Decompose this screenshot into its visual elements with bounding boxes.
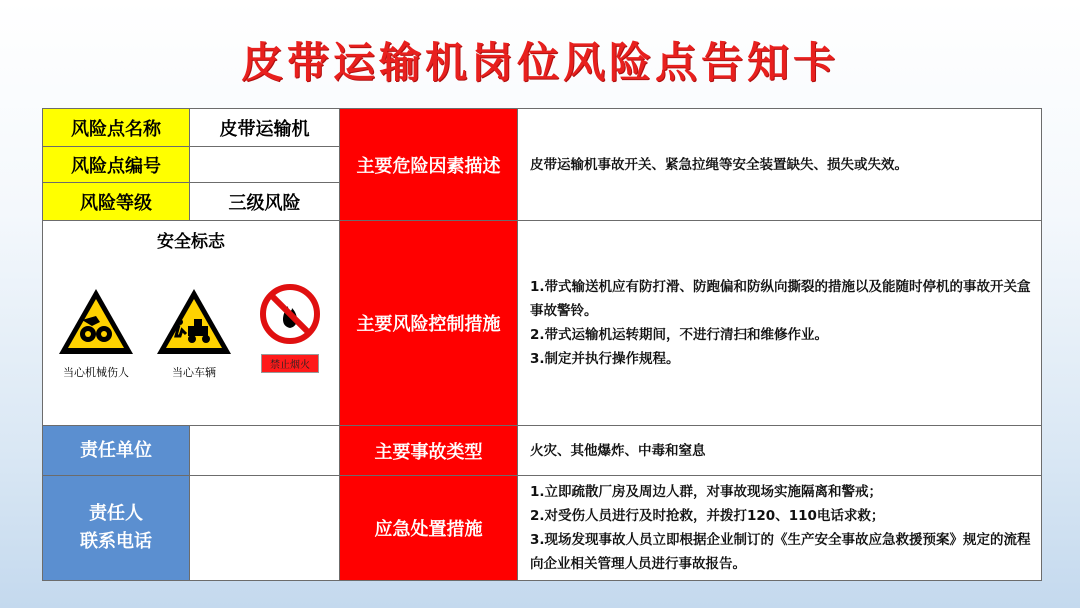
risk-name-value: 皮带运输机	[190, 109, 340, 147]
sign-machine-injury-caption: 当心机械伤人	[63, 366, 129, 379]
control-line: 2.带式运输机运转期间，不进行清扫和维修作业。	[530, 327, 829, 343]
contact-label	[43, 476, 190, 581]
sign-machine-injury	[51, 286, 141, 380]
risk-code-label: 风险点编号	[43, 147, 190, 183]
hazard-label: 主要危险因素描述	[340, 109, 518, 221]
sign-no-open-flame-caption: 禁止烟火	[261, 354, 319, 373]
emergency-label: 应急处置措施	[340, 476, 518, 581]
emergency-line: 3.现场发现事故人员立即根据企业制订的《生产安全事故应急救援预案》规定的流程向企业相关管理人员进行事故报告。	[530, 532, 1031, 572]
accident-type-label: 主要事故类型	[340, 426, 518, 476]
emergency-line: 2.对受伤人员进行及时抢救，并拨打120、110电话求救；	[530, 508, 885, 524]
contact-value	[190, 476, 340, 581]
risk-level-label: 风险等级	[43, 183, 190, 221]
sign-no-open-flame	[255, 282, 325, 373]
sign-vehicle	[149, 286, 239, 380]
safety-signs-title: 安全标志	[157, 232, 225, 252]
risk-notice-card	[42, 108, 1042, 581]
warning-vehicle-icon	[154, 286, 234, 358]
control-line: 3.制定并执行操作规程。	[530, 351, 680, 367]
responsible-unit-label: 责任单位	[43, 426, 190, 476]
control-line: 1.带式输送机应有防打滑、防跑偏和防纵向撕裂的措施以及能随时停机的事故开关盒事故警铃。	[530, 279, 1031, 319]
warning-machine-injury-icon	[56, 286, 136, 358]
no-open-flame-icon	[258, 282, 322, 346]
emergency-line: 1.立即疏散厂房及周边人群，对事故现场实施隔离和警戒；	[530, 484, 883, 500]
page-title: 皮带运输机岗位风险点告知卡	[240, 38, 839, 87]
risk-name-label: 风险点名称	[43, 109, 190, 147]
control-label: 主要风险控制措施	[340, 221, 518, 426]
risk-code-value	[190, 147, 340, 183]
risk-level-value: 三级风险	[190, 183, 340, 221]
hazard-text: 皮带运输机事故开关、紧急拉绳等安全装置缺失、损失或失效。	[518, 109, 1042, 221]
safety-signs-panel	[43, 221, 340, 426]
contact-label-line2: 联系电话	[80, 531, 152, 552]
sign-vehicle-caption: 当心车辆	[172, 366, 216, 379]
accident-type-text: 火灾、其他爆炸、中毒和窒息	[518, 426, 1042, 476]
safety-signs-row	[43, 252, 339, 422]
emergency-text	[518, 476, 1042, 581]
contact-label-line1: 责任人	[89, 503, 143, 524]
responsible-unit-value	[190, 426, 340, 476]
control-text	[518, 221, 1042, 426]
